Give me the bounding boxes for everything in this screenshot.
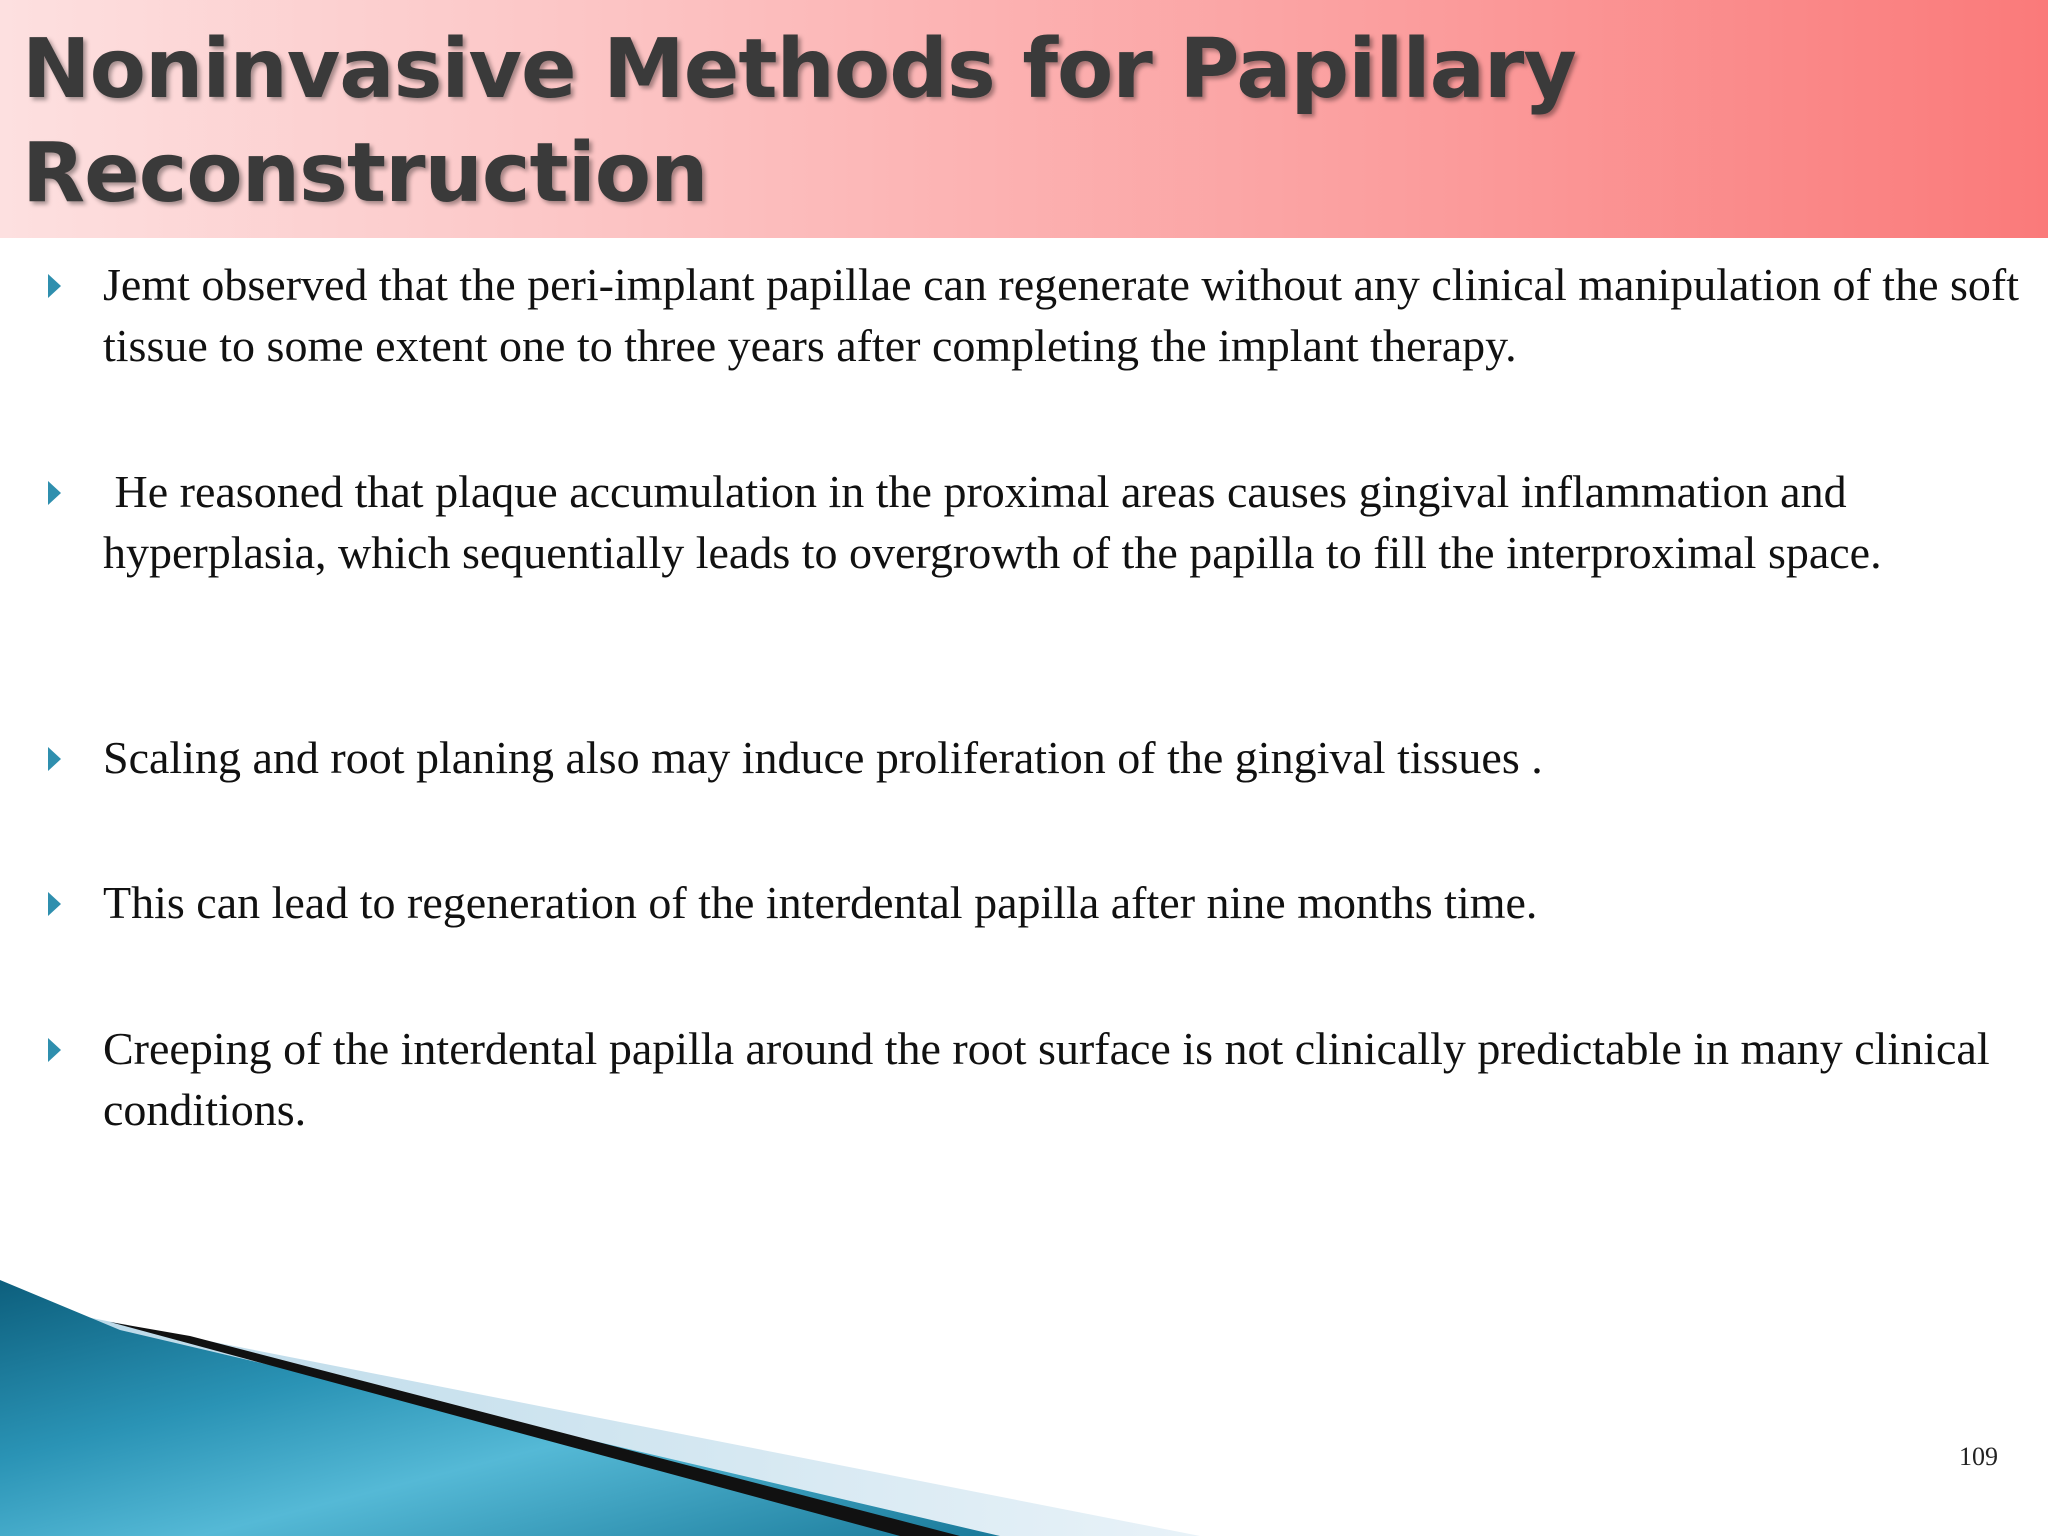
slide-title: Noninvasive Methods for Papillary Reconstruction (22, 22, 1576, 221)
bullet-text: Scaling and root planing also may induce proliferation of the gingival tissues . (103, 732, 1543, 783)
footer-swoosh-decoration (0, 1280, 2048, 1536)
triangle-right-icon (48, 481, 61, 505)
triangle-right-icon (48, 1038, 61, 1062)
bullet-text: This can lead to regeneration of the interdental papilla after nine months time. (103, 877, 1538, 928)
page-number: 109 (1959, 1442, 1998, 1471)
bullet-text: Creeping of the interdental papilla around the root surface is not clinically predictable in many clinical conditions. (103, 1023, 1990, 1135)
triangle-right-icon (48, 274, 61, 298)
bullet-text: Jemt observed that the peri-implant papillae can regenerate without any clinical manipulation of the soft tissue to some extent one to three years after completing the implant therapy. (103, 259, 2020, 371)
bullet-text: He reasoned that plaque accumulation in the proximal areas causes gingival inflammation and hyperplasia, which sequentially leads to overgrowth of the papilla to fill the interproximal space. (103, 466, 1882, 578)
triangle-right-icon (48, 892, 61, 916)
triangle-right-icon (48, 747, 61, 771)
